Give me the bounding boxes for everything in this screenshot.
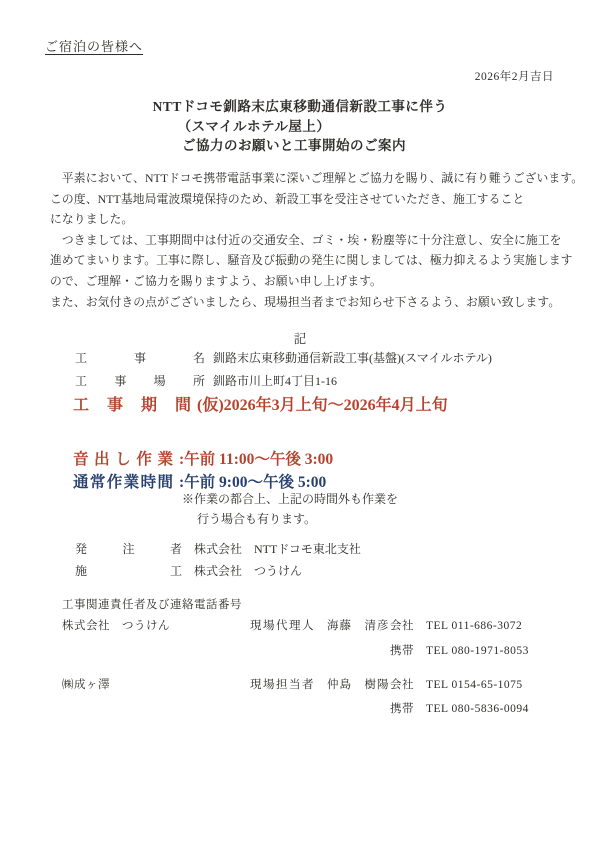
normal-work-time: 午前 9:00～午後 5:00 bbox=[184, 474, 327, 491]
body-line: になりました。 bbox=[50, 212, 134, 227]
contact-company: 株式会社 つうけん bbox=[62, 620, 170, 632]
body-paragraphs bbox=[50, 168, 583, 312]
document-date: 2026年2月吉日 bbox=[474, 71, 554, 83]
body-line: 進めてまいります。工事に際し、騒音及び振動の発生に関しましては、極力抑えるよう実施します bbox=[50, 253, 573, 268]
detail-value-construction-period: (仮)2026年3月上旬～2026年4月上旬 bbox=[197, 397, 448, 414]
normal-work-hours bbox=[73, 470, 326, 492]
orderer-value: 株式会社 NTTドコモ東北支社 bbox=[194, 542, 361, 556]
body-line: つきましては、工事期間中は付近の交通安全、ゴミ・埃・粉塵等に十分注意し、安全に施工を bbox=[50, 232, 562, 247]
builder-value: 株式会社 つうけん bbox=[194, 564, 303, 578]
noisy-work-hours bbox=[73, 447, 333, 469]
document-title bbox=[0, 97, 600, 156]
contact-company: ㈱成ヶ澤 bbox=[62, 679, 110, 691]
detail-value-construction-name: 釧路末広東移動通信新設工事(基盤)(スマイルホテル) bbox=[213, 351, 492, 365]
orderer-row bbox=[75, 540, 361, 557]
detail-construction-place bbox=[75, 372, 337, 389]
detail-label-construction-name: 工 事 名 bbox=[75, 351, 205, 365]
builder-row bbox=[75, 562, 302, 579]
noisy-work-separator: : bbox=[179, 451, 185, 468]
builder-label: 施 工 bbox=[75, 564, 182, 578]
contact-phone-mobile: 携帯 TEL 080-1971-8053 bbox=[390, 645, 529, 657]
body-line: 平素において、NTTドコモ携帯電話事業に深いご理解とご協力を賜り、誠に有り難うございます。 bbox=[50, 171, 584, 185]
contact-person: 仲島 樹陽 bbox=[327, 679, 390, 691]
hours-note-line-1: ※作業の都合上、上記の時間外も作業を bbox=[182, 492, 399, 506]
detail-value-construction-place: 釧路市川上町4丁目1-16 bbox=[213, 374, 337, 388]
contact-person: 海藤 清彦 bbox=[327, 620, 390, 632]
title-line-3: ご協力のお願いと工事開始のご案内 bbox=[182, 138, 406, 153]
body-line: この度、NTT基地局電波環境保持のため、新設工事を受注させていただき、施工すること bbox=[50, 191, 525, 206]
contact-role-and-person bbox=[250, 617, 390, 633]
normal-work-separator: : bbox=[179, 474, 185, 491]
noisy-work-label: 音 出 し 作 業 bbox=[73, 451, 173, 468]
noisy-work-time: 午前 11:00～午後 3:00 bbox=[184, 451, 334, 468]
contact-phone-mobile: 携帯 TEL 080-5836-0094 bbox=[390, 703, 529, 715]
contacts-heading: 工事関連責任者及び連絡電話番号 bbox=[62, 599, 242, 611]
contact-phone-company: 会社 TEL 0154-65-1075 bbox=[390, 679, 523, 691]
contact-role-and-person bbox=[250, 676, 390, 692]
recipient-line: ご宿泊の皆様へ bbox=[45, 39, 144, 54]
body-line: ので、ご理解・ご協力を賜りますよう、お願い申し上げます。 bbox=[50, 273, 382, 288]
orderer-label: 発 注 者 bbox=[75, 542, 182, 556]
detail-label-construction-period: 工 事 期 間 bbox=[73, 397, 191, 414]
detail-construction-name bbox=[75, 349, 492, 366]
normal-work-label: 通 常 作 業 時 間 bbox=[73, 474, 173, 491]
record-marker: 記 bbox=[293, 332, 307, 346]
detail-label-construction-place: 工 事 場 所 bbox=[75, 374, 205, 388]
contact-phone-company: 会社 TEL 011-686-3072 bbox=[390, 620, 523, 632]
hours-note-line-2: 行う場合も有ります。 bbox=[197, 512, 317, 526]
contact-role: 現場代理人 bbox=[250, 620, 315, 632]
title-line-2: （スマイルホテル屋上） bbox=[177, 118, 331, 134]
contact-role: 現場担当者 bbox=[250, 679, 315, 691]
detail-construction-period bbox=[73, 392, 448, 415]
title-line-1: NTTドコモ釧路末広東移動通信新設工事に伴う bbox=[152, 99, 448, 114]
body-line: また、お気付きの点がございましたら、現場担当者までお知らせ下さるよう、お願い致します。 bbox=[50, 294, 561, 309]
